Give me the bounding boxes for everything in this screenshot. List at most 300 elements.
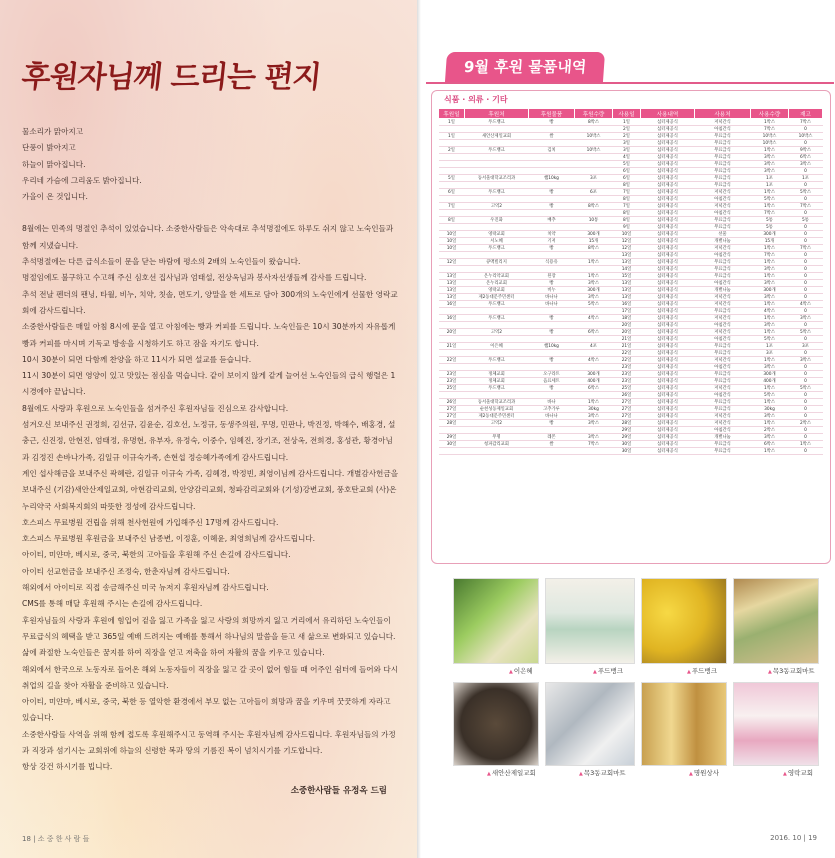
table-cell: 300개 xyxy=(751,231,789,238)
table-cell: 30일 xyxy=(439,441,465,448)
table-cell xyxy=(439,224,465,231)
table-cell: 쌀 xyxy=(529,441,575,448)
table-cell: 고역2 xyxy=(465,329,529,336)
table-cell: 13일 xyxy=(613,280,641,287)
table-cell: 300개 xyxy=(751,371,789,378)
column-header: 사용처 xyxy=(695,109,751,119)
table-cell: 무료급식 xyxy=(695,161,751,168)
table-cell: 1포 xyxy=(751,343,789,350)
table-cell: 3포 xyxy=(575,175,613,182)
table-cell: 5일 xyxy=(439,175,465,182)
table-cell: 음료세트 xyxy=(529,378,575,385)
table-cell xyxy=(439,308,465,315)
table-cell: 0 xyxy=(789,350,823,357)
letter-paragraph: 가을이 온 것입니다. xyxy=(22,192,88,202)
table-cell: 1박스 xyxy=(751,245,789,252)
table-cell: 바나나 xyxy=(529,301,575,308)
letter-paragraph: 계인 섭사해금을 보내주신 곽혜란, 김일규 이규숙 가족, 김혜경, 박정빈, 최영이님께 감사드립니다. 개별감사헌금을 보내주신 (기감)새안산제일교회, 아현감리교회, 안양감리교회, 청파감리교회와 (기성)강변교회, 풍호탄교회 (사)온누리약국 사회복지회의 따뜻한 정성에 감사드립니다. xyxy=(22,468,399,511)
table-cell: 아침간식 xyxy=(695,210,751,217)
photo-caption: ▲ 목3동교회마트 xyxy=(768,666,815,675)
table-cell: 고역2 xyxy=(465,420,529,427)
table-cell xyxy=(439,392,465,399)
table-cell: 푸드뱅크 xyxy=(465,301,529,308)
table-row xyxy=(439,434,823,441)
table-cell xyxy=(465,266,529,273)
table-cell: 12일 xyxy=(613,238,641,245)
table-cell: 섬터제공식 xyxy=(641,392,695,399)
photo-dark-bags xyxy=(453,682,539,766)
letter-paragraph: 섬겨오신 보내주신 권정희, 김선규, 김윤순, 김호선, 노정규, 동생주의원, 무명, 민판나, 박진정, 박해수, 배홍경, 설충근, 신진정, 안현진, 엄태정, 유명현, 유부자, 유정숙, 이중수, 임혜진, 장기조, 전상옥, 전희경, 홍성관, 황경아님과 김정진 손바나가족, 김일규 이규숙가족, 손현섭 정승혜가족에게 감사드립니다. xyxy=(22,420,396,462)
letter-paragraph: 해외에서 아이티로 직접 송금해주신 미국 뉴저지 후원자님께 감사드립니다. xyxy=(22,583,269,593)
photo-wrapped-goods xyxy=(545,682,635,766)
table-cell: 3박스 xyxy=(751,434,789,441)
table-cell: 7박스 xyxy=(751,210,789,217)
photo-gift-boxes xyxy=(641,682,727,766)
table-cell xyxy=(575,196,613,203)
table-row xyxy=(439,406,823,413)
photo-caption: ▲ 목3동교회마트 xyxy=(579,768,626,777)
table-cell: 4일 xyxy=(613,154,641,161)
donation-table xyxy=(438,108,823,455)
table-cell: 0 xyxy=(789,252,823,259)
table-row xyxy=(439,231,823,238)
table-cell: 22일 xyxy=(613,350,641,357)
table-cell: 섬터제공식 xyxy=(641,154,695,161)
table-cell: 3박스 xyxy=(575,413,613,420)
table-cell: 8박스 xyxy=(575,203,613,210)
table-cell: 3박스 xyxy=(751,294,789,301)
table-row xyxy=(439,385,823,392)
table-cell xyxy=(575,140,613,147)
letter-paragraph: 소중한사람들은 매일 아침 8시에 문을 열고 아침에는 빵과 커피를 드립니다. 노숙인들은 10시 30분까지 자유롭게 빵과 커피를 마시며 기독교 방송을 시청하기도 하고 잠을 자기도 합니다. xyxy=(22,322,396,348)
letter-paragraph: 후원자님들의 사랑과 후원에 힘입어 겉을 잃고 가족을 잃고 사랑의 희망까지 잃고 거리에서 유리하던 노숙인들이 무료급식의 혜택을 받고 365일 예배 드려지는 예배를 통해서 하나님의 말씀을 듣고 새 삶으로 변화되고 있습니다. xyxy=(22,615,396,641)
table-cell xyxy=(465,224,529,231)
table-cell: 섬터제공식 xyxy=(641,378,695,385)
table-cell: 21일 xyxy=(613,343,641,350)
letter-paragraph: 단풍이 밝아지고 xyxy=(22,143,76,153)
table-cell: 0 xyxy=(789,280,823,287)
table-cell: 6일 xyxy=(613,168,641,175)
table-cell: 무료급식 xyxy=(695,224,751,231)
table-cell: 3포 xyxy=(751,350,789,357)
table-cell: 섬터제공식 xyxy=(641,168,695,175)
table-cell: 3박스 xyxy=(789,161,823,168)
table-cell: 7일 xyxy=(613,189,641,196)
table-cell xyxy=(439,266,465,273)
letter-paragraph: 8월에는 민족의 명절인 추석이 있었습니다. 소중한사람들은 악속대로 추석명절에도 하루도 쉬지 않고 노숙인들과 함께 지냈습니다. xyxy=(22,224,394,250)
table-cell: 섬터제공식 xyxy=(641,413,695,420)
table-cell xyxy=(439,336,465,343)
letter-paragraph: 하늘이 맑아집니다. xyxy=(22,159,86,169)
table-cell xyxy=(439,161,465,168)
table-cell: 8일 xyxy=(439,217,465,224)
category-label: 식품 · 의류 · 기타 xyxy=(444,95,508,104)
table-cell: 0 xyxy=(789,182,823,189)
table-cell: 1박스 xyxy=(751,420,789,427)
table-cell: 5통 xyxy=(751,224,789,231)
table-row xyxy=(439,350,823,357)
letter-paragraph: 추석 전날 펜더의 팬닝, 타월, 비누, 치약, 칫솔, 면도기, 양말을 한 세트로 담아 300개의 노숙인에게 선물한 영락교회에 감사드립니다. xyxy=(22,289,398,315)
table-cell: 무료급식 xyxy=(695,147,751,154)
table-cell: 햄10kg xyxy=(529,343,575,350)
table-cell: 섬터제공식 xyxy=(641,371,695,378)
table-cell: 0 xyxy=(789,238,823,245)
table-cell: 1박스 xyxy=(751,259,789,266)
table-cell xyxy=(465,427,529,434)
table-cell: 빵 xyxy=(529,280,575,287)
table-row xyxy=(439,357,823,364)
table-cell: 6포 xyxy=(575,189,613,196)
table-cell xyxy=(575,126,613,133)
table-cell xyxy=(529,210,575,217)
table-cell: 0 xyxy=(789,336,823,343)
table-cell: 2일 xyxy=(613,126,641,133)
table-cell: 8박스 xyxy=(575,245,613,252)
table-cell: 저녁간식 xyxy=(695,357,751,364)
letter-paragraph: 삶에 좌절한 노숙인들은 꿈지를 하여 직장을 얻고 저축을 하여 자활의 꿈을 키우고 있습니다. xyxy=(22,648,325,658)
table-cell: 배추 xyxy=(529,217,575,224)
table-cell: 22일 xyxy=(613,357,641,364)
table-cell xyxy=(529,126,575,133)
table-cell: 22일 xyxy=(439,357,465,364)
table-cell: 27일 xyxy=(613,399,641,406)
table-cell: 6박스 xyxy=(789,154,823,161)
table-cell: 고추가루 xyxy=(529,406,575,413)
table-cell: 28일 xyxy=(439,420,465,427)
table-row xyxy=(439,336,823,343)
photo-caption: ▲ 새안산제일교회 xyxy=(487,768,536,777)
table-cell: 5박스 xyxy=(751,196,789,203)
table-cell: 300개 xyxy=(751,287,789,294)
table-cell: 아침간식 xyxy=(695,336,751,343)
letter-paragraph: 소중한사람들 사역을 위해 함께 접도록 후원해주시고 동역해 주시는 후원자님께 감사드립니다. 후원자님들의 가정과 직장과 섬기시는 교회위에 하늘의 신령한 복과 땅의 기름진 복이 넘치시기를 기도합니다. xyxy=(22,729,396,755)
table-cell: 5박스 xyxy=(575,301,613,308)
table-cell: 푸드뱅크 xyxy=(465,357,529,364)
table-cell: 10박스 xyxy=(575,133,613,140)
table-cell: 영락교회 xyxy=(465,287,529,294)
table-cell: 무료급식 xyxy=(695,371,751,378)
table-cell: 7박스 xyxy=(751,252,789,259)
table-cell xyxy=(439,252,465,259)
table-cell: 3박스 xyxy=(789,357,823,364)
table-cell: 섬터제공식 xyxy=(641,161,695,168)
table-cell xyxy=(575,427,613,434)
letter-paragraph: CMS를 통해 매달 후원해 주시는 손길에 감사드립니다. xyxy=(22,599,203,609)
table-cell: 섬터제공식 xyxy=(641,315,695,322)
table-row xyxy=(439,238,823,245)
table-cell: 0 xyxy=(789,427,823,434)
photo-rice-bag xyxy=(453,578,539,664)
table-row xyxy=(439,364,823,371)
table-cell: 섬터제공식 xyxy=(641,399,695,406)
table-cell xyxy=(465,210,529,217)
table-cell: 저녁간식 xyxy=(695,189,751,196)
table-cell xyxy=(575,336,613,343)
table-cell xyxy=(465,168,529,175)
section-header xyxy=(426,52,834,84)
table-cell: 1일 xyxy=(439,133,465,140)
photo-soap-packages xyxy=(733,682,819,766)
table-cell: 10박스 xyxy=(751,133,789,140)
table-row xyxy=(439,182,823,189)
table-cell: 아침간식 xyxy=(695,280,751,287)
table-cell: 7박스 xyxy=(789,245,823,252)
table-row xyxy=(439,420,823,427)
table-cell: 섬터제공식 xyxy=(641,147,695,154)
letter-paragraph: 아이티, 미얀마, 베시로, 중국, 북한의 고아들을 후원해 주신 손길에 감사드립니다. xyxy=(22,550,291,560)
table-cell: 섬터제공식 xyxy=(641,287,695,294)
table-cell: 17일 xyxy=(613,308,641,315)
table-cell xyxy=(529,266,575,273)
table-cell: 13일 xyxy=(613,294,641,301)
table-cell: 우진화 xyxy=(465,217,529,224)
table-row xyxy=(439,168,823,175)
table-cell: 섬터제공식 xyxy=(641,182,695,189)
letter-paragraph: 해외에서 한국으로 노동자로 들어온 해외 노동자들이 직장을 잃고 갈 곳이 없어 힘들 때 어주인 쉼터에 들어와 다시 취업의 길을 찾아 자활을 준비하고 있습니다. xyxy=(22,664,399,690)
table-cell: 10박스 xyxy=(575,147,613,154)
table-cell: 23일 xyxy=(613,378,641,385)
table-cell: 2박스 xyxy=(789,420,823,427)
table-cell: 아침간식 xyxy=(695,126,751,133)
table-cell: 9박스 xyxy=(789,147,823,154)
table-cell: 4박스 xyxy=(751,308,789,315)
table-cell: 27일 xyxy=(613,406,641,413)
table-cell: 무료급식 xyxy=(695,259,751,266)
table-cell: 저녁간식 xyxy=(695,315,751,322)
table-cell: 동서울대학교조리과 xyxy=(465,399,529,406)
table-cell: 섬터제공식 xyxy=(641,329,695,336)
table-cell: 3일 xyxy=(613,147,641,154)
table-cell: 푸드뱅크 xyxy=(465,189,529,196)
table-cell: 0 xyxy=(789,126,823,133)
table-cell: 1박스 xyxy=(751,119,789,126)
table-cell: 7박스 xyxy=(751,126,789,133)
table-cell xyxy=(439,364,465,371)
table-cell: 선물 xyxy=(695,231,751,238)
table-cell: 무료급식 xyxy=(695,399,751,406)
table-cell: 23일 xyxy=(613,371,641,378)
table-cell: 30kg xyxy=(575,406,613,413)
table-cell: 무료급식 xyxy=(695,273,751,280)
table-row xyxy=(439,448,823,455)
table-cell xyxy=(529,336,575,343)
table-cell: 섬터제공식 xyxy=(641,210,695,217)
table-cell xyxy=(575,224,613,231)
column-header: 사용일 xyxy=(613,109,641,119)
section-title: 9월 후원 물품내역 xyxy=(445,52,605,82)
table-cell xyxy=(465,126,529,133)
table-cell: 5박스 xyxy=(789,329,823,336)
table-cell: 저녁간식 xyxy=(695,385,751,392)
table-cell: 1박스 xyxy=(575,399,613,406)
table-cell: 1박스 xyxy=(751,385,789,392)
table-cell: 섬터제공식 xyxy=(641,126,695,133)
table-cell: 0 xyxy=(789,259,823,266)
table-cell: 29일 xyxy=(613,434,641,441)
table-cell: 6일 xyxy=(439,189,465,196)
table-cell: 청파감리교회 xyxy=(465,441,529,448)
table-cell: 개별나눔 xyxy=(695,287,751,294)
table-cell: 비누 xyxy=(529,287,575,294)
table-cell: 섬터제공식 xyxy=(641,252,695,259)
table-cell: 3박스 xyxy=(751,322,789,329)
table-cell: 5박스 xyxy=(751,336,789,343)
table-cell xyxy=(465,308,529,315)
table-cell: 10박스 xyxy=(789,133,823,140)
table-cell: 15개 xyxy=(751,238,789,245)
table-cell: 3박스 xyxy=(751,266,789,273)
table-cell: 1박스 xyxy=(751,448,789,455)
table-cell: 1포 xyxy=(751,175,789,182)
table-cell: 20일 xyxy=(613,329,641,336)
table-cell: 3박스 xyxy=(575,420,613,427)
table-row xyxy=(439,175,823,182)
table-cell: 0 xyxy=(789,399,823,406)
table-cell: 2박스 xyxy=(751,427,789,434)
table-cell: 0 xyxy=(789,448,823,455)
column-header: 후원수량 xyxy=(575,109,613,119)
table-cell: 아침간식 xyxy=(695,196,751,203)
table-cell: 햄10kg xyxy=(529,175,575,182)
table-cell: 무료급식 xyxy=(695,175,751,182)
table-cell: 섬터제공식 xyxy=(641,217,695,224)
table-cell: 3박스 xyxy=(575,294,613,301)
letter-paragraph: 아이티 선교헌금을 보내주신 조정숙, 한춘자님께 감사드립니다. xyxy=(22,566,230,576)
table-cell: 0 xyxy=(789,434,823,441)
table-cell: 6박스 xyxy=(575,385,613,392)
column-header: 사용수량 xyxy=(751,109,789,119)
letter-paragraph: 8월에도 사랑과 후원으로 노숙인들을 섬겨주신 후원자님들 진심으로 감사합니다. xyxy=(22,403,289,413)
table-row xyxy=(439,217,823,224)
table-cell: 온누리교회 xyxy=(465,280,529,287)
table-cell: 섬터제공식 xyxy=(641,175,695,182)
table-cell: 바나나 xyxy=(529,294,575,301)
table-cell xyxy=(465,350,529,357)
table-row xyxy=(439,224,823,231)
table-row xyxy=(439,147,823,154)
table-cell xyxy=(465,196,529,203)
table-row xyxy=(439,294,823,301)
table-cell: 저녁간식 xyxy=(695,203,751,210)
table-row xyxy=(439,140,823,147)
table-cell: 섬터제공식 xyxy=(641,140,695,147)
table-cell: 아침간식 xyxy=(695,427,751,434)
table-cell: 5박스 xyxy=(789,385,823,392)
table-cell xyxy=(529,196,575,203)
table-cell: 무료급식 xyxy=(695,350,751,357)
table-cell: 치약 xyxy=(529,231,575,238)
table-cell: 1박스 xyxy=(751,189,789,196)
table-cell: 3박스 xyxy=(789,315,823,322)
table-cell: 27일 xyxy=(439,413,465,420)
table-cell xyxy=(439,168,465,175)
table-row xyxy=(439,161,823,168)
table-cell: 0 xyxy=(789,196,823,203)
letter-body xyxy=(22,124,400,776)
table-cell: 무료급식 xyxy=(695,308,751,315)
table-cell: 1일 xyxy=(613,119,641,126)
table-cell: 6일 xyxy=(613,175,641,182)
table-cell xyxy=(575,350,613,357)
letter-paragraph: 항상 강건 하시기를 빕니다. xyxy=(22,762,113,772)
table-cell: 1박스 xyxy=(751,147,789,154)
table-cell xyxy=(439,126,465,133)
table-cell: 0 xyxy=(789,231,823,238)
table-row xyxy=(439,287,823,294)
table-row xyxy=(439,259,823,266)
table-cell: 푸드뱅크 xyxy=(465,315,529,322)
table-cell: 0 xyxy=(789,294,823,301)
table-cell: 0 xyxy=(789,406,823,413)
table-row xyxy=(439,413,823,420)
table-cell: 12일 xyxy=(439,259,465,266)
signature: 소중한사람들 유정옥 드림 xyxy=(290,786,387,796)
table-cell: 섬터제공식 xyxy=(641,364,695,371)
column-header: 사용내역 xyxy=(641,109,695,119)
table-row xyxy=(439,371,823,378)
table-cell: 아침간식 xyxy=(695,364,751,371)
table-cell: 섬터제공식 xyxy=(641,322,695,329)
table-cell: 빵 xyxy=(529,385,575,392)
table-cell: 300개 xyxy=(575,371,613,378)
table-cell: 5일 xyxy=(613,161,641,168)
table-cell: 1포 xyxy=(789,175,823,182)
table-cell xyxy=(575,322,613,329)
table-cell: 0 xyxy=(789,273,823,280)
table-cell: 섬터제공식 xyxy=(641,308,695,315)
letter-title: 후원자님께 드리는 편지 xyxy=(19,60,323,95)
table-cell: 13일 xyxy=(613,252,641,259)
table-row xyxy=(439,315,823,322)
table-cell: 식용유 xyxy=(529,259,575,266)
table-cell: 0 xyxy=(789,371,823,378)
table-row xyxy=(439,252,823,259)
table-cell: 고역2 xyxy=(465,203,529,210)
table-cell: 무료급식 xyxy=(695,441,751,448)
table-cell: 8일 xyxy=(613,196,641,203)
table-cell: 8일 xyxy=(613,182,641,189)
table-cell: 1일 xyxy=(439,119,465,126)
table-cell xyxy=(529,308,575,315)
table-cell: 13일 xyxy=(439,273,465,280)
table-cell: 3일 xyxy=(613,140,641,147)
table-cell: 저녁간식 xyxy=(695,119,751,126)
table-cell: 빵 xyxy=(529,203,575,210)
table-cell: 김치 xyxy=(529,147,575,154)
table-cell: 무료급식 xyxy=(695,154,751,161)
table-cell xyxy=(439,210,465,217)
table-cell: 25일 xyxy=(439,385,465,392)
table-cell: 섬터제공식 xyxy=(641,427,695,434)
table-cell: 섬터제공식 xyxy=(641,434,695,441)
table-cell: 400개 xyxy=(575,378,613,385)
table-cell: 16일 xyxy=(613,301,641,308)
table-row xyxy=(439,308,823,315)
table-cell: 0 xyxy=(789,364,823,371)
table-cell xyxy=(575,392,613,399)
table-cell: 1박스 xyxy=(575,273,613,280)
table-cell xyxy=(529,224,575,231)
table-cell: 푸드뱅크 xyxy=(465,385,529,392)
column-header: 재고 xyxy=(789,109,823,119)
table-cell: 3박스 xyxy=(751,413,789,420)
donation-table-panel xyxy=(431,90,831,564)
table-cell: 섬터제공식 xyxy=(641,350,695,357)
letter-paragraph: 11시 30분이 되면 영양이 있고 맛있는 점심을 먹습니다. 같이 보이지 않게 같게 늘어선 노숙인들의 급식 행렬은 1시경에야 끝납니다. xyxy=(22,371,396,397)
table-row xyxy=(439,441,823,448)
table-cell: 0 xyxy=(789,168,823,175)
table-row xyxy=(439,392,823,399)
